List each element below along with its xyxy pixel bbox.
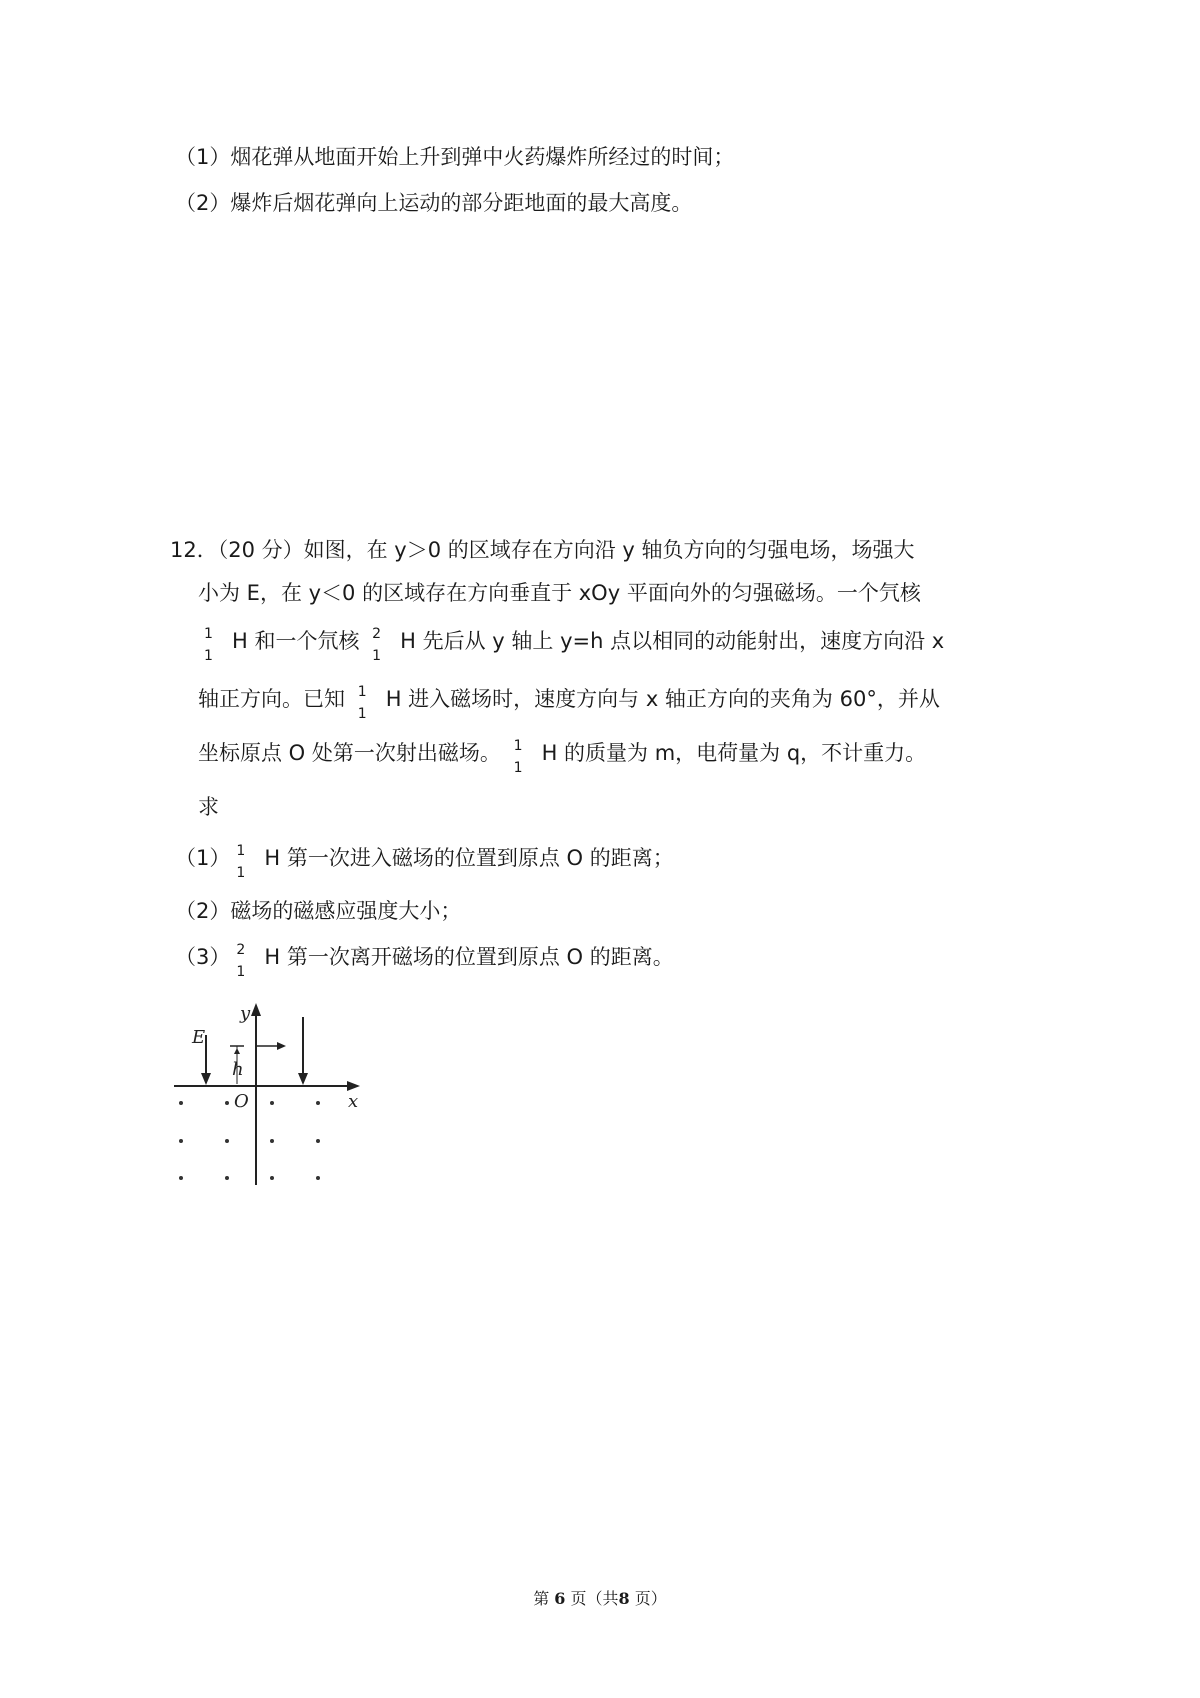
velocity-arrowhead-icon [277, 1042, 286, 1050]
field-dot [225, 1176, 229, 1180]
field-dot [270, 1176, 274, 1180]
q12-line1: 12．（20 分）如图，在 y＞0 的区域存在方向沿 y 轴负方向的匀强电场，场强大 [170, 538, 915, 562]
protium-symbol: 1 1 [357, 684, 367, 722]
q12-sub1: （1） 1 1 H 第一次进入磁场的位置到原点 O 的距离； [175, 843, 674, 881]
label-y: y [240, 1003, 251, 1024]
field-dot [270, 1139, 274, 1143]
efield-arrowhead-left-icon [201, 1073, 211, 1085]
deuterium-symbol: 2 1 [372, 626, 382, 664]
field-diagram [160, 995, 380, 1195]
magnetic-field-dots [179, 1101, 320, 1180]
label-E: E [192, 1027, 206, 1048]
field-dot [316, 1176, 320, 1180]
q12-line3: 1 1 H 和一个氘核 2 1 H 先后从 y 轴上 y=h 点以相同的动能射出，速度方向沿 x [198, 626, 944, 657]
q12-line2: 小为 E，在 y＜0 的区域存在方向垂直于 xOy 平面向外的匀强磁场。一个氕核 [198, 581, 921, 605]
x-axis-arrow-icon [347, 1081, 360, 1091]
efield-arrowhead-right-icon [298, 1073, 308, 1085]
label-x: x [348, 1091, 359, 1112]
field-dot [225, 1101, 229, 1105]
label-h: h [232, 1059, 244, 1080]
field-dot [316, 1139, 320, 1143]
field-dot [316, 1101, 320, 1105]
field-dot [179, 1139, 183, 1143]
q12-line6: 求 [198, 795, 219, 819]
field-dot [270, 1101, 274, 1105]
protium-symbol: 1 1 [204, 626, 213, 664]
label-O: O [234, 1091, 249, 1112]
current-page-number: 6 [554, 1589, 566, 1608]
page-footer: 第 6 页（共8 页） [533, 1589, 667, 1608]
q12-line5: 坐标原点 O 处第一次射出磁场。 1 1 H 的质量为 m，电荷量为 q，不计重力。 [198, 738, 927, 776]
field-dot [179, 1101, 183, 1105]
prev-question-part2: （2）爆炸后烟花弹向上运动的部分距地面的最大高度。 [175, 191, 693, 215]
h-marker-arrow-icon [234, 1048, 240, 1054]
deuterium-symbol: 2 1 [236, 942, 246, 980]
field-dot [179, 1176, 183, 1180]
field-dot [225, 1139, 229, 1143]
q12-line4: 轴正方向。已知 1 1 H 进入磁场时，速度方向与 x 轴正方向的夹角为 60°，并从 [198, 684, 940, 722]
total-page-number: 8 [618, 1589, 630, 1608]
protium-symbol: 1 1 [236, 843, 246, 881]
q12-sub3: （3） 2 1 H 第一次离开磁场的位置到原点 O 的距离。 [175, 942, 674, 980]
prev-question-part1: （1）烟花弹从地面开始上升到弹中火药爆炸所经过的时间； [175, 145, 735, 169]
q12-sub2: （2）磁场的磁感应强度大小； [175, 899, 462, 923]
protium-symbol: 1 1 [513, 738, 523, 776]
y-axis-arrow-icon [251, 1003, 261, 1016]
